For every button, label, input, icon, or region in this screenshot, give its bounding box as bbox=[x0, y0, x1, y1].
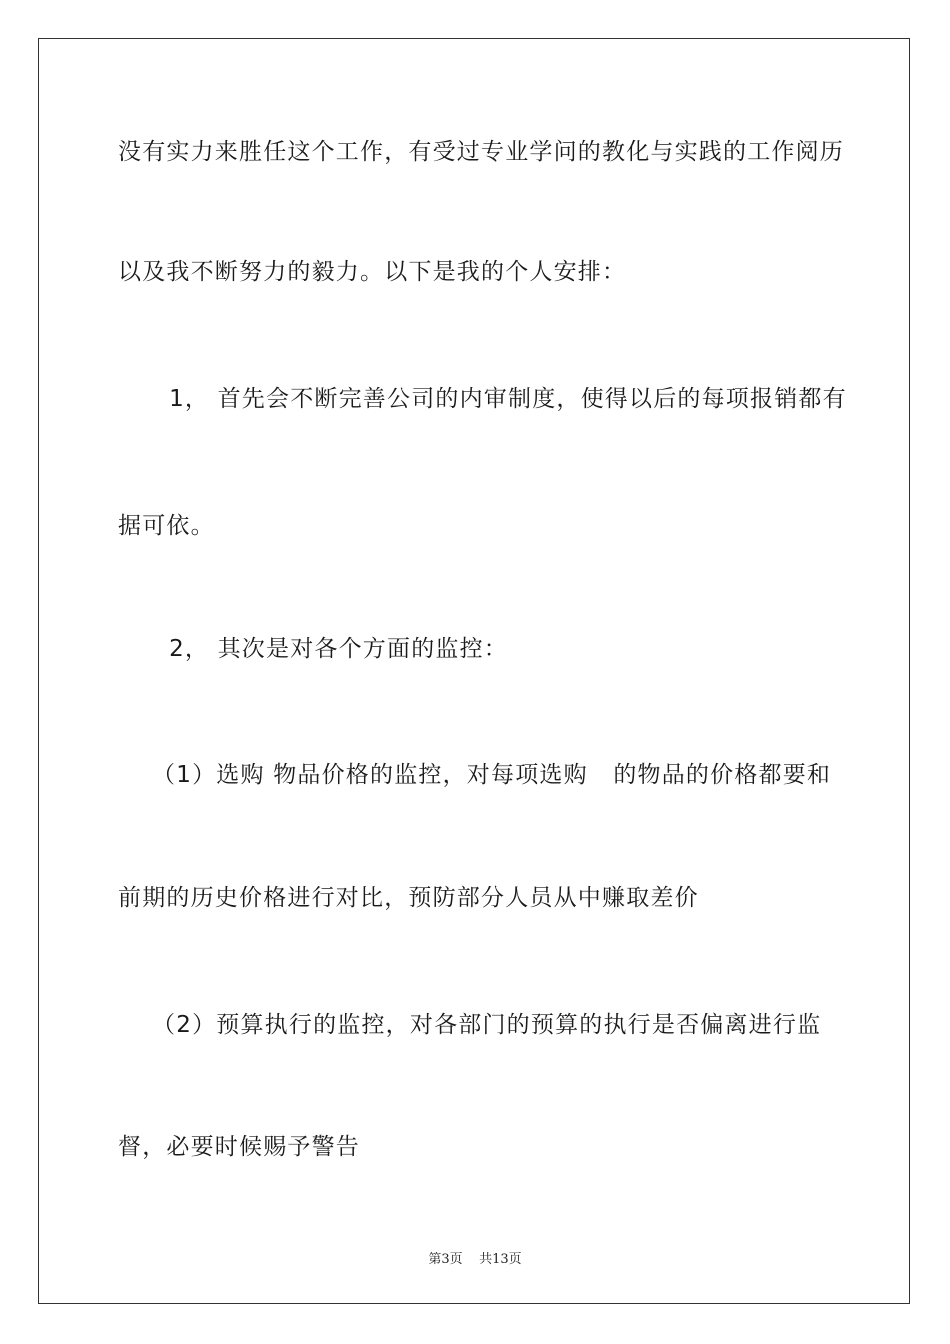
body-paragraph-line: 没有实力来胜任这个工作，有受过专业学问的教化与实践的工作阅历 bbox=[118, 139, 844, 165]
list-item-1-line: 据可依。 bbox=[118, 513, 215, 539]
list-item-1-line: 1， 首先会不断完善公司的内审制度，使得以后的每项报销都有 bbox=[118, 386, 847, 412]
sub-item-1-line: （1）选购 物品价格的监控，对每项选购 的物品的价格都要和 bbox=[118, 762, 832, 788]
sub-item-2-line: 督，必要时候赐予警告 bbox=[118, 1134, 360, 1160]
total-pages: 共13页 bbox=[479, 1252, 522, 1267]
page-border bbox=[38, 38, 910, 1304]
sub-item-2-line: （2）预算执行的监控，对各部门的预算的执行是否偏离进行监 bbox=[118, 1012, 822, 1038]
sub-item-1-line: 前期的历史价格进行对比，预防部分人员从中赚取差价 bbox=[118, 885, 699, 911]
list-item-2-line: 2， 其次是对各个方面的监控： bbox=[118, 636, 509, 662]
page-number: 第3页 bbox=[428, 1252, 463, 1267]
page-footer bbox=[0, 1248, 950, 1267]
body-paragraph-line: 以及我不断努力的毅力。以下是我的个人安排： bbox=[118, 259, 627, 285]
